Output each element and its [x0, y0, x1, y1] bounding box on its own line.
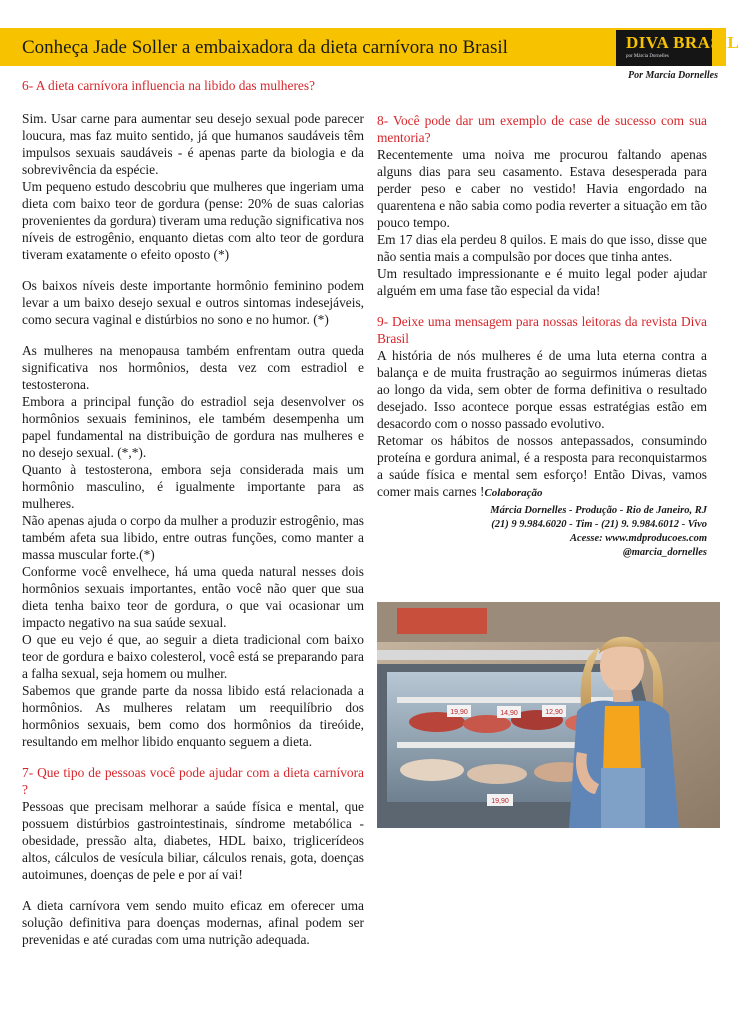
right-column — [377, 112, 707, 560]
author-byline: Por Marcia Dornelles — [628, 70, 718, 81]
credits-block — [377, 504, 707, 560]
credit-line: Acesse: www.mdproducoes.com — [570, 533, 707, 544]
photo-illustration — [377, 602, 720, 828]
price-tag: 19,90 — [450, 709, 468, 716]
paragraph: A história de nós mulheres é de uma luta eterna contra a balança e de muita frustração ao seguirmos inúmeras dietas ao longo da vida, sem obter de forma definitiva o resultado desejado. Isso acontece porque essas estratégias estão em desacordo com o nosso passado evolutivo. — [377, 348, 707, 431]
price-tag: 12,90 — [545, 709, 563, 716]
paragraph: Sim. Usar carne para aumentar seu desejo sexual pode parecer loucura, mas faz muito sentido, já que humanos saudáveis têm impulsos sexuais saudáveis - é apenas parte da biologia e da sobrevivência da espécie. — [22, 111, 364, 177]
paragraph — [377, 432, 707, 502]
shop-sign — [397, 608, 487, 634]
paragraph: Não apenas ajuda o corpo da mulher a produzir estrogênio, mas também afeta sua libido, entre outras funções, como manter a massa muscular forte.(*) — [22, 513, 364, 562]
question-7-heading: 7- Que tipo de pessoas você pode ajudar com a dieta carnívora ? — [22, 765, 364, 797]
paragraph: O que eu vejo é que, ao seguir a dieta tradicional com baixo teor de gordura e baixo colesterol, você está se preparando para a falha sexual, seja homem ou mulher. — [22, 632, 364, 681]
price-tag: 19,90 — [491, 798, 509, 805]
logo-subtitle: por Márcia Dornelles — [626, 54, 669, 59]
diva-brasil-logo — [616, 30, 739, 66]
credit-line: @marcia_dornelles — [623, 547, 707, 558]
paragraph: Quanto à testosterona, embora seja considerada mais um hormônio masculino, é igualmente importante para as mulheres. — [22, 462, 364, 511]
price-tag: 14,90 — [500, 710, 518, 717]
paragraph: Os baixos níveis deste importante hormônio feminino podem levar a um baixo desejo sexual e outros sintomas indesejáveis, como secura vaginal e distúrbios no sono e no humor. (*) — [22, 278, 364, 327]
collaboration-label: Colaboração — [484, 487, 543, 499]
paragraph: Conforme você envelhece, há uma queda natural nesses dois hormônios sexuais importantes, então você não quer que sua dieta tenha baixo teor de gordura, o que vai ocasionar um impacto negativo na sua saúde sexual. — [22, 564, 364, 630]
question-9-heading: 9- Deixe uma mensagem para nossas leitoras da revista Diva Brasil — [377, 314, 707, 346]
question-8-heading: 8- Você pode dar um exemplo de case de sucesso com sua mentoria? — [377, 113, 707, 145]
credit-line: (21) 9 9.984.6020 - Tim - (21) 9. 9.984.6012 - Vivo — [491, 519, 707, 530]
logo-text: DIVA BRASIL — [626, 33, 739, 52]
paragraph: Embora a principal função do estradiol seja desenvolver os hormônios sexuais femininos, ele também desempenha um papel fundamental na distribuição de gordura nas mulheres e no desejo sexual. (*,*). — [22, 394, 364, 460]
paragraph: Em 17 dias ela perdeu 8 quilos. E mais do que isso, disse que não sentia mais a compulsão por doces que tinha antes. — [377, 232, 707, 264]
paragraph: As mulheres na menopausa também enfrentam outra queda significativa nos hormônios, desta vez com estradiol e testosterona. — [22, 343, 364, 392]
left-column — [22, 77, 364, 948]
question-6-heading: 6- A dieta carnívora influencia na libido das mulheres? — [22, 78, 316, 93]
butcher-counter-photo — [377, 602, 720, 828]
paragraph: Um pequeno estudo descobriu que mulheres que ingeriam uma dieta com baixo teor de gordura (pense: 20% de suas calorias provenientes da gordura) tiveram uma redução significativa nos níveis de estrogênio, enquanto dietas com alto teor de gordura tiveram exatamente o efeito oposto (*) — [22, 179, 364, 262]
paragraph: A dieta carnívora vem sendo muito eficaz em oferecer uma solução definitiva para doenças modernas, afinal podem ser prevenidas e até curadas com uma nutrição adequada. — [22, 898, 364, 947]
paragraph-text: Retomar os hábitos de nossos antepassados, consumindo proteína e gordura animal, é a resposta para reconquistarmos a saúde física e mental sem esforço! Então Divas, vamos comer mais carnes ! — [377, 433, 707, 499]
paragraph: Pessoas que precisam melhorar a saúde física e mental, que possuem distúrbios gastrointestinais, síndrome metabólica - obesidade, pressão alta, diabetes, HDL baixo, triglicerídeos altos, cálculos de vesícula biliar, cálculos renais, gota, doenças autoimunes, doenças de pele e por aí vai! — [22, 799, 364, 882]
credit-line: Márcia Dornelles - Produção - Rio de Janeiro, RJ — [490, 505, 707, 516]
paragraph: Sabemos que grande parte da nossa libido está relacionada a hormônios. As mulheres relatam um reequilíbrio dos hormônios sexuais, bem como dos hormônios da tireóide, resultando em melhor libido enquanto seguem a dieta. — [22, 683, 364, 749]
page-title: Conheça Jade Soller a embaixadora da dieta carnívora no Brasil — [22, 37, 508, 58]
paragraph: Um resultado impressionante e é muito legal poder ajudar alguém em uma fase tão especial da vida! — [377, 266, 707, 298]
paragraph: Recentemente uma noiva me procurou faltando apenas alguns dias para seu casamento. Estava desesperada para perder peso e caber no vestido! Havia engordado na quarentena e não sabia como podia reverter a situação em tão pouco tempo. — [377, 147, 707, 230]
